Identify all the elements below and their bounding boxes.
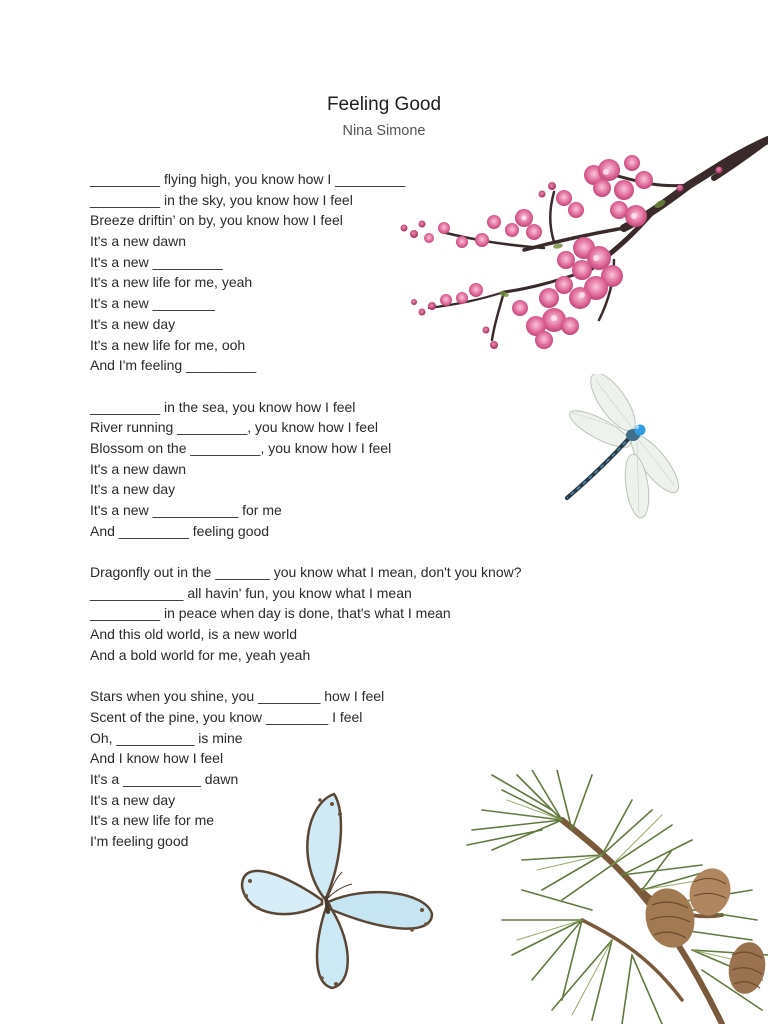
lyric-line: _________ in peace when day is done, that's what I mean (90, 605, 451, 622)
lyric-line: It's a new life for me, ooh (90, 336, 246, 353)
lyric-line: It's a new ___________ for me (90, 502, 282, 518)
lyric-line: Breeze driftin’ on by, you know how I feel (90, 212, 343, 229)
lyric-line: ____________ all havin' fun, you know what I mean (90, 584, 412, 601)
lyric-line: And I know how I feel (90, 750, 224, 767)
lyric-line: Oh, __________ is mine (90, 729, 243, 746)
stanza-1 (90, 169, 610, 376)
stanza-2 (90, 397, 610, 542)
lyric-line: It's a new ________ (90, 295, 215, 312)
lyric-line: Blossom on the _________, you know how I feel (90, 439, 392, 456)
pine-cones (639, 863, 768, 997)
lyric-line: Scent of the pine, you know ________ I feel (90, 708, 363, 725)
stanza-gap (90, 376, 610, 397)
lyric-line: And I'm feeling _________ (90, 357, 257, 374)
lyric-line: _________ in the sky, you know how I feel (90, 191, 353, 208)
lyric-line: Dragonfly out in the _______ you know what I mean, don't you know? (90, 564, 522, 581)
lyric-line: I'm feeling good (90, 833, 189, 849)
lyric-line: River running _________, you know how I feel (90, 419, 378, 436)
lyric-line: _________ in the sea, you know how I feel (90, 398, 356, 415)
lyric-line: It's a new life for me (90, 812, 215, 829)
lyric-line: Stars when you shine, you ________ how I feel (90, 688, 385, 705)
stanza-4 (90, 686, 610, 852)
stanza-gap (90, 666, 610, 687)
lyric-line: It's a new day (90, 481, 176, 498)
lyric-line: And _________ feeling good (90, 522, 270, 539)
lyric-line: It's a new day (90, 791, 176, 808)
lyric-line: And a bold world for me, yeah yeah (90, 646, 311, 663)
lyric-line: It's a new dawn (90, 233, 187, 250)
stanza-gap (90, 541, 610, 562)
lyric-line: It's a new dawn (90, 460, 187, 477)
lyric-line: It's a new _________ (90, 253, 223, 270)
song-title: Feeling Good (326, 94, 442, 115)
artist-name: Nina Simone (342, 123, 426, 139)
lyric-line: It's a __________ dawn (90, 770, 239, 787)
lyric-line: It's a new day (90, 315, 176, 332)
lyric-line: And this old world, is a new world (90, 626, 297, 643)
lyrics-body (90, 169, 610, 852)
lyric-line: _________ flying high, you know how I _________ (90, 171, 406, 187)
stanza-3 (90, 562, 610, 665)
lyric-line: It's a new life for me, yeah (90, 274, 253, 291)
